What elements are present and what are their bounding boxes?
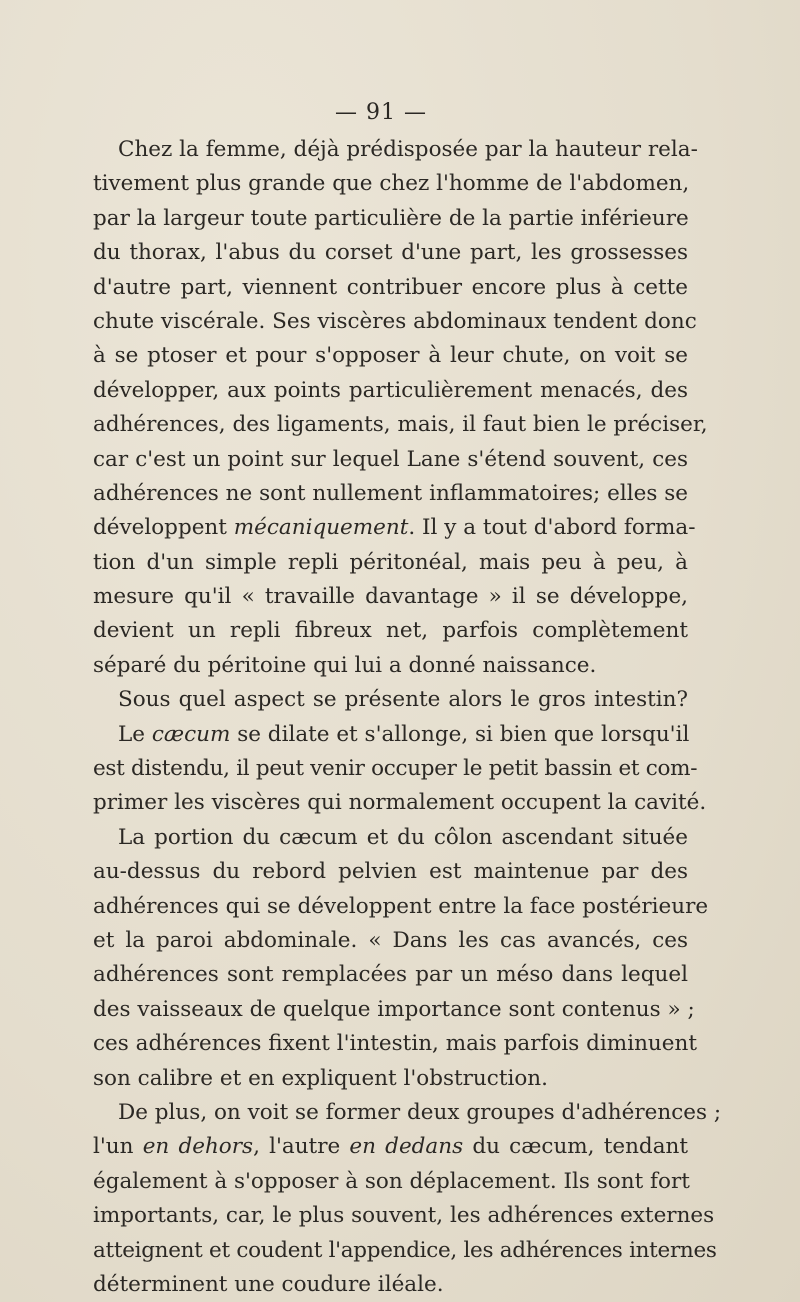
text-line: adhérences sont remplacées par un méso dans lequel [93, 962, 688, 988]
text-line: tion d'un simple repli péritonéal, mais peu à peu, à [93, 549, 688, 575]
text-line [93, 511, 696, 545]
text-line: adhérences ne sont nullement inflammatoires; elles se [93, 480, 688, 506]
text-line: car c'est un point sur lequel Lane s'étend souvent, ces [93, 446, 688, 472]
text-line: Chez la femme, déjà prédisposée par la hauteur rela- [118, 137, 698, 162]
text-line: devient un repli fibreux net, parfois complètement [93, 618, 688, 644]
text-line: mesure qu'il « travaille davantage » il se développe, [93, 584, 688, 610]
page-number: — 91 — [335, 100, 427, 125]
italic-term: cæcum [151, 721, 231, 747]
text-line: et la paroi abdominale. « Dans les cas avancés, ces [93, 927, 688, 953]
text-line [93, 718, 688, 752]
text-line: tivement plus grande que chez l'homme de l'abdomen, [93, 171, 690, 197]
text-segment: Le [118, 721, 152, 747]
text-line: au-dessus du rebord pelvien est maintenue par des [93, 859, 688, 885]
text-line: des vaisseaux de quelque importance sont contenus » ; [93, 996, 695, 1022]
text-line: séparé du péritoine qui lui a donné naissance. [93, 652, 597, 678]
text-segment: , l'autre [253, 1134, 350, 1160]
text-line: du thorax, l'abus du corset d'une part, les grossesses [93, 240, 688, 266]
text-segment: . Il y a tout d'abord forma- [408, 515, 696, 541]
text-line: également à s'opposer à son déplacement. Ils sont fort [93, 1168, 690, 1194]
body-text [93, 133, 722, 1302]
text-line [93, 1130, 688, 1164]
text-line: importants, car, le plus souvent, les adhérences externes [93, 1203, 715, 1229]
text-segment: se dilate et s'allonge, si bien que lorsqu'il [230, 721, 690, 747]
text-line: par la largeur toute particulière de la partie inférieure [93, 205, 689, 231]
text-segment: développent [93, 515, 234, 541]
text-line: son calibre et en expliquent l'obstruction. [93, 1065, 548, 1091]
text-line: La portion du cæcum et du côlon ascendant située [118, 824, 688, 850]
text-segment: du cæcum, tendant [463, 1134, 688, 1160]
italic-term: mécaniquement [233, 515, 409, 541]
text-line: chute viscérale. Ses viscères abdominaux tendent donc [93, 308, 697, 334]
text-line: ces adhérences fixent l'intestin, mais parfois diminuent [93, 1031, 697, 1057]
text-line: développer, aux points particulièrement menacés, des [93, 377, 688, 403]
text-line: De plus, on voit se former deux groupes d'adhérences ; [118, 1099, 722, 1125]
text-segment: l'un [93, 1134, 143, 1160]
text-line: est distendu, il peut venir occuper le petit bassin et com- [93, 756, 698, 782]
text-line: d'autre part, viennent contribuer encore plus à cette [93, 274, 688, 300]
text-line: Sous quel aspect se présente alors le gros intestin? [118, 687, 688, 713]
text-line: déterminent une coudure iléale. [93, 1271, 444, 1297]
text-line: atteignent et coudent l'appendice, les adhérences internes [93, 1237, 717, 1263]
text-line: à se ptoser et pour s'opposer à leur chute, on voit se [93, 343, 688, 369]
text-line: primer les viscères qui normalement occupent la cavité. [93, 790, 707, 816]
text-line: adhérences, des ligaments, mais, il faut bien le préciser, [93, 412, 708, 438]
italic-term: en dehors [142, 1134, 254, 1160]
italic-term: en dedans [349, 1134, 464, 1160]
text-line: adhérences qui se développent entre la face postérieure [93, 893, 709, 919]
